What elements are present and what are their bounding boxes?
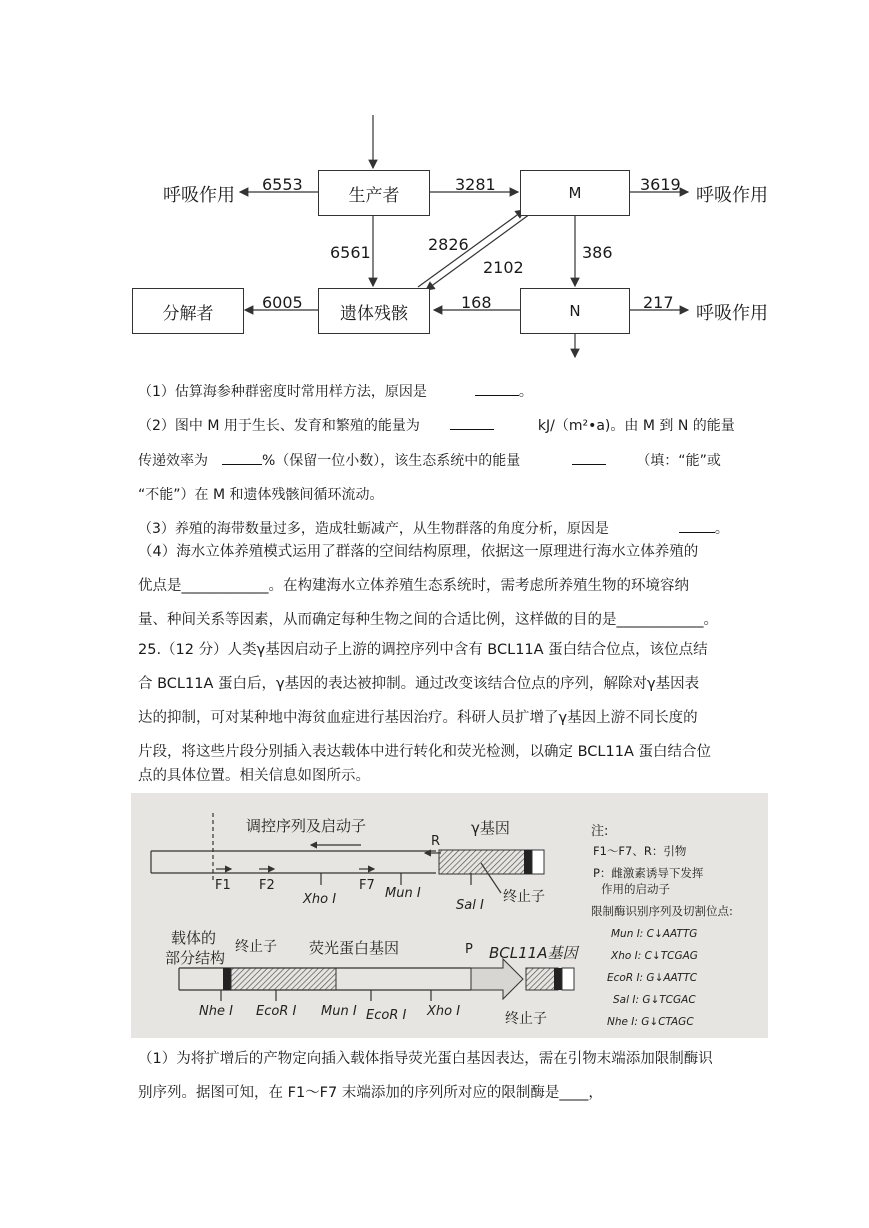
value-2826: 2826 (428, 235, 469, 254)
decomposer-box: 分解者 (132, 288, 244, 334)
value-6005: 6005 (262, 293, 303, 312)
question-1: （1）估算海参种群密度时常用样方法，原因是 。 (138, 381, 533, 401)
question-2a: （2）图中 M 用于生长、发育和繁殖的能量为 kJ/（m²•a)。由 M 到 N 的能量 (138, 415, 735, 435)
reg-seq-label: 调控序列及启动子 (246, 817, 367, 835)
value-6561: 6561 (330, 243, 371, 262)
site-nhe: Nhe I: G↓CTAGC (607, 1016, 694, 1028)
site-mun: Mun I: C↓AATTG (611, 928, 698, 940)
mun-site-label-b: Mun I (321, 1004, 357, 1019)
bcl-gene-label: BCL11A基因 (489, 944, 578, 962)
sal-site-label-a: Sal I (456, 898, 484, 913)
value-6553: 6553 (262, 175, 303, 194)
value-2102: 2102 (483, 258, 524, 277)
note-title: 注: (591, 824, 609, 839)
vector-label-2: 部分结构 (165, 949, 226, 967)
question-4c: 量、种间关系等因素，从而确定每种生物之间的合适比例，这样做的目的是____________。 (138, 612, 718, 628)
n-box: N (520, 288, 630, 334)
site-ecor: EcoR I: G↓AATTC (607, 972, 698, 984)
site-xho: Xho I: C↓TCGAG (611, 950, 698, 962)
ecor-site-label-2: EcoR I (366, 1008, 407, 1023)
note-promoter: P：雌激素诱导下发挥 (593, 866, 704, 880)
gene-vector-figure (131, 793, 768, 1038)
question-2c: “不能”）在 M 和遗体残骸间循环流动。 (138, 487, 384, 503)
question-4b: 优点是____________。在构建海水立体养殖生态系统时，需考虑所养殖生物的环境容纳 (138, 578, 689, 594)
question-4a: （4）海水立体养殖模式运用了群落的空间结构原理，依据这一原理进行海水立体养殖的 (138, 544, 699, 560)
producer-box: 生产者 (318, 170, 430, 216)
value-217: 217 (643, 293, 674, 312)
m-box: M (520, 170, 630, 216)
q25-line-2: 别序列。据图可知，在 F1～F7 末端添加的序列所对应的限制酶是____， (138, 1085, 603, 1101)
terminator-label-c: 终止子 (505, 1011, 547, 1027)
q25-line-1: （1）为将扩增后的产物定向插入载体指导荧光蛋白基因表达，需在引物末端添加限制酶识 (138, 1051, 713, 1067)
xho-site-label-a: Xho I (303, 892, 337, 907)
problem-25-line-1: 25.（12 分）人类γ基因启动子上游的调控序列中含有 BCL11A 蛋白结合位点，该位点结 (138, 642, 708, 658)
note-primers: F1～F7、R：引物 (593, 844, 687, 858)
primer-f7-label: F7 (359, 878, 375, 893)
fluor-gene-label: 荧光蛋白基因 (309, 939, 400, 957)
ecor-site-label-1: EcoR I (256, 1004, 297, 1019)
primer-f2-label: F2 (259, 878, 275, 893)
problem-25-line-4: 片段，将这些片段分别插入表达载体中进行转化和荧光检测，以确定 BCL11A 蛋白结合位 (138, 744, 711, 760)
question-3: （3）养殖的海带数量过多，造成牡蛎减产，从生物群落的角度分析，原因是 。 (138, 518, 729, 538)
vector-label: 载体的 (171, 929, 217, 947)
remains-box: 遗体残骸 (318, 288, 430, 334)
site-sal: Sal I: G↓TCGAC (613, 994, 696, 1006)
value-3619: 3619 (640, 175, 681, 194)
respiration-label-n: 呼吸作用 (696, 303, 768, 324)
promoter-p-label: P (465, 942, 473, 957)
primer-r-label: R (431, 834, 441, 849)
value-3281: 3281 (455, 175, 496, 194)
terminator-label-a: 终止子 (503, 889, 545, 905)
problem-25-line-2: 合 BCL11A 蛋白后，γ基因的表达被抑制。通过改变该结合位点的序列，解除对γ基因表 (138, 676, 700, 692)
gamma-gene-label: γ基因 (471, 819, 510, 837)
respiration-label-left: 呼吸作用 (163, 185, 235, 206)
note-promoter-2: 作用的启动子 (601, 882, 670, 896)
mun-site-label-a: Mun I (385, 886, 421, 901)
xho-site-label-b: Xho I (427, 1004, 461, 1019)
question-2b: 传递效率为 %（保留一位小数），该生态系统中的能量 （填：“能”或 (138, 450, 721, 470)
problem-25-line-3: 达的抑制，可对某种地中海贫血症进行基因治疗。科研人员扩增了γ基因上游不同长度的 (138, 710, 698, 726)
value-386: 386 (582, 243, 613, 262)
primer-f1-label: F1 (215, 878, 231, 893)
terminator-label-b: 终止子 (235, 939, 277, 955)
nhe-site-label: Nhe I (199, 1004, 233, 1019)
note-sites-title: 限制酶识别序列及切割位点: (591, 904, 733, 918)
value-168: 168 (461, 293, 492, 312)
problem-25-line-5: 点的具体位置。相关信息如图所示。 (138, 768, 370, 784)
respiration-label-m: 呼吸作用 (696, 185, 768, 206)
